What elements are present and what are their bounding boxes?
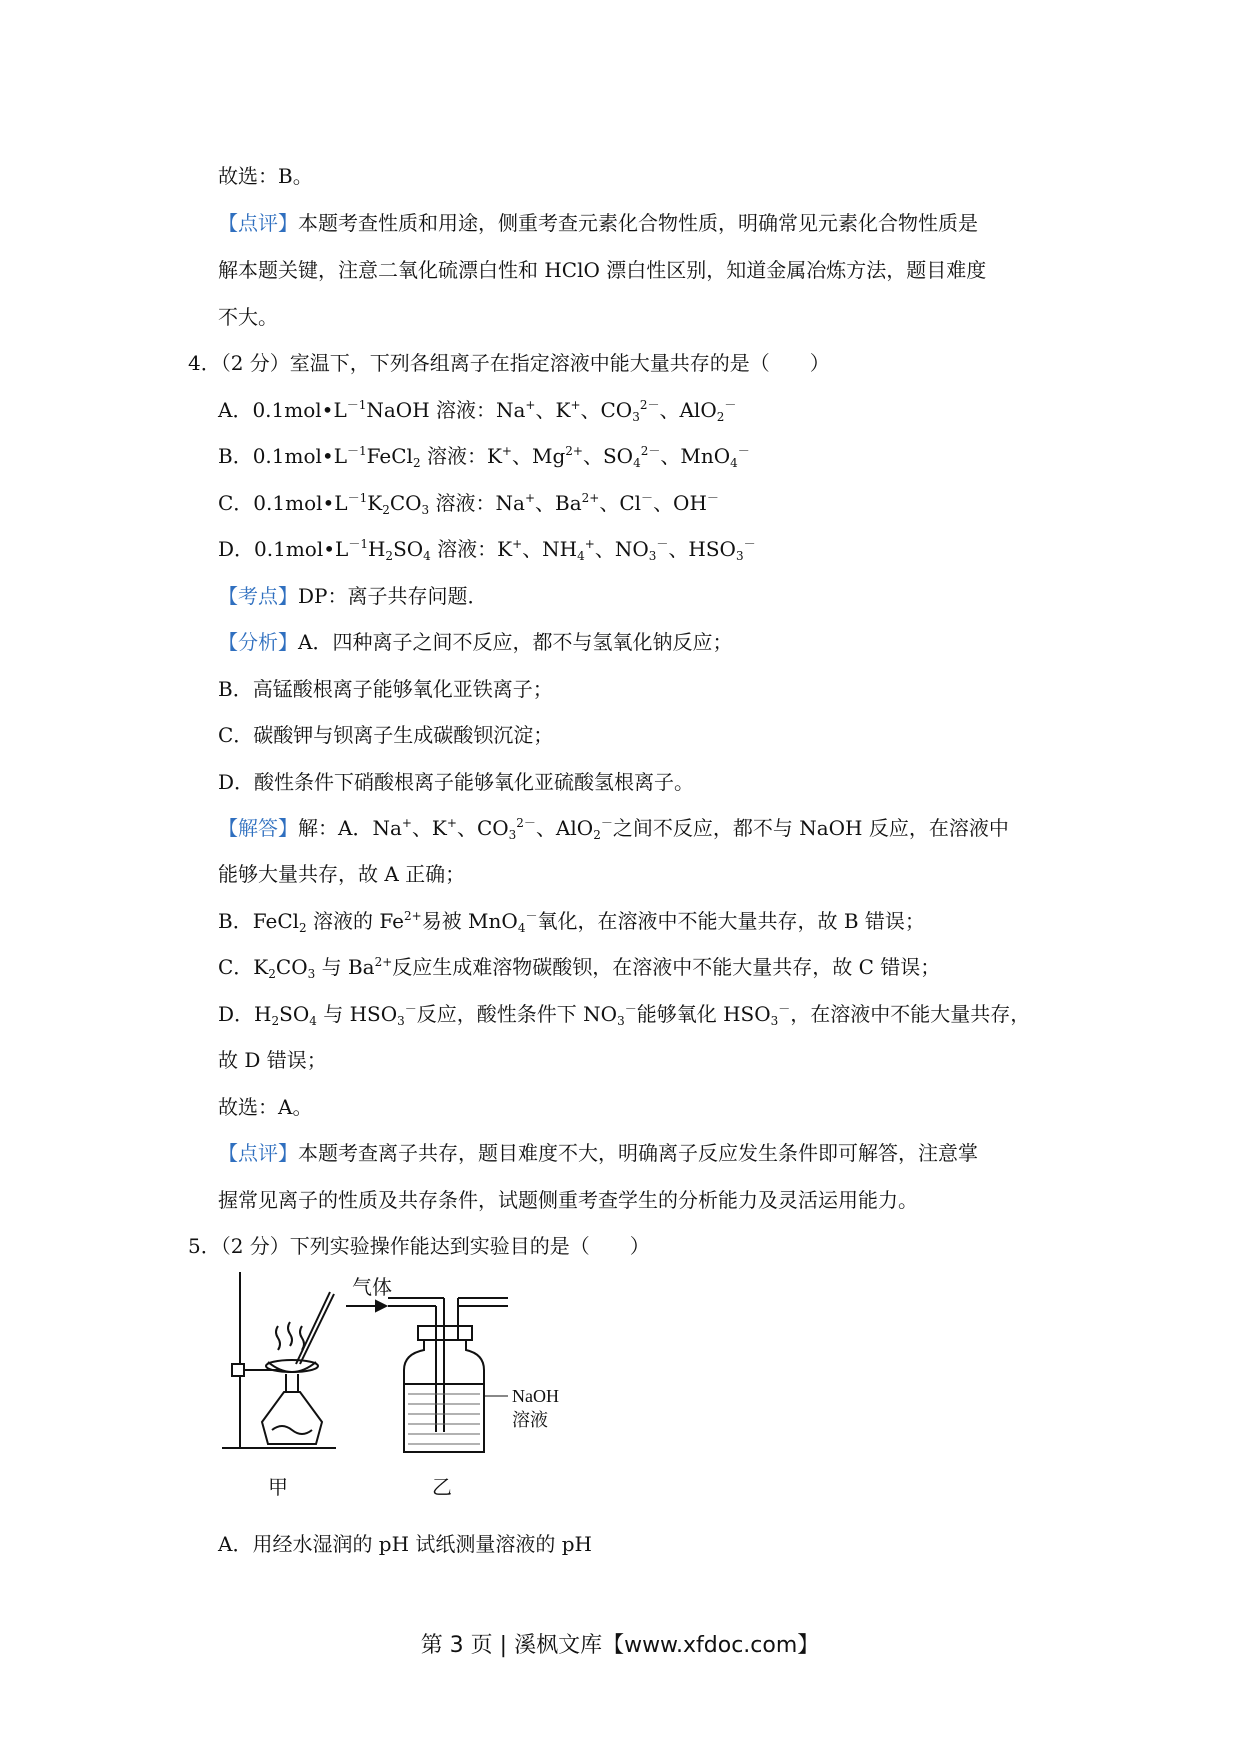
solution-label: 溶液 xyxy=(512,1410,548,1430)
text-line: 【解答】解：A．Na+、K+、$CO_3^{2-}$、AlO$_2$－之间不反应，都不与 NaOH 反应，在溶液中 xyxy=(218,816,1009,842)
question-5: 5．（2 分）下列实验操作能达到实验目的是（ ） xyxy=(188,1234,650,1258)
vapor-curl xyxy=(276,1326,280,1350)
text-line: 不大。 xyxy=(218,305,278,329)
glass-rod xyxy=(300,1294,334,1364)
text-span: 本题考查离子共存，题目难度不大，明确离子反应发生条件即可解答，注意掌 xyxy=(298,1141,978,1165)
page-footer: 第 3 页 | 溪枫文库【www.xfdoc.com】 xyxy=(420,1633,820,1658)
text-line xyxy=(218,209,978,237)
vapor-curl xyxy=(288,1322,292,1346)
option-4c: C．$0.1mol•L^{-1}K_2CO_3$ 溶液：Na+、$Ba^{2+}$、Cl－、OH－ xyxy=(218,491,719,517)
clamp-knob xyxy=(232,1364,244,1376)
text-line: 故选：B。 xyxy=(218,164,313,188)
text-line: D．$H_2SO_4$ 与 $HSO_3^-$反应，酸性条件下 $NO_3^-$能够氧化 $HSO_3^-$，在溶液中不能大量共存， xyxy=(218,1002,1031,1028)
text-line: D．酸性条件下硝酸根离子能够氧化亚硫酸氢根离子。 xyxy=(218,770,695,794)
text-line: 能够大量共存，故 A 正确； xyxy=(218,862,466,886)
text-span: 本题考查性质和用途，侧重考查元素化合物性质，明确常见元素化合物性质是 xyxy=(298,211,978,235)
lamp-liquid xyxy=(272,1426,312,1434)
question-4: 4．（2 分）室温下，下列各组离子在指定溶液中能大量共存的是（ ） xyxy=(188,351,830,375)
text-line: 解本题关键，注意二氧化硫漂白性和 HClO 漂白性区别，知道金属冶炼方法，题目难度 xyxy=(218,258,987,282)
text-line xyxy=(218,1139,978,1167)
option-5a: A．用经水湿润的 pH 试纸测量溶液的 pH xyxy=(218,1532,593,1556)
option-4d: D．$0.1mol•L^{-1}H_2SO_4$ 溶液：K+、$NH_4^+$、$NO_3^-$、$HSO_3^-$ xyxy=(218,537,756,563)
text-line: 握常见离子的性质及共存条件，试题侧重考查学生的分析能力及灵活运用能力。 xyxy=(218,1188,918,1212)
text-line: C．$K_2CO_3$ 与 $Ba^{2+}$反应生成难溶物碳酸钡，在溶液中不能大量共存，故 C 错误； xyxy=(218,955,941,981)
text-line: 故选：A。 xyxy=(218,1095,313,1119)
text-line: C．碳酸钾与钡离子生成碳酸钡沉淀； xyxy=(218,723,554,747)
option-4b: B．$0.1mol•L^{-1}FeCl_2$ 溶液：K+、$Mg^{2+}$、$SO_4^{2-}$、MnO$_4$－ xyxy=(218,444,750,470)
solution-label: NaOH xyxy=(512,1386,559,1406)
option-4a: A．$0.1mol•L^{-1}NaOH$ 溶液：Na+、K+、$CO_3^{2-}$、AlO$_2$－ xyxy=(218,398,737,424)
text-span: A．四种离子之间不反应，都不与氢氧化钠反应； xyxy=(298,630,733,654)
text-line: B．高锰酸根离子能够氧化亚铁离子； xyxy=(218,677,553,701)
comment-tag: 【点评】 xyxy=(218,211,298,235)
caption-yi: 乙 xyxy=(432,1477,452,1499)
gas-arrowhead xyxy=(376,1301,386,1311)
keypoint-tag: 【考点】 xyxy=(218,584,298,608)
comment-tag: 【点评】 xyxy=(218,1141,298,1165)
text-line xyxy=(218,628,732,656)
gas-label: 气体 xyxy=(352,1277,392,1299)
text-line: B．FeCl$_2$ 溶液的 $Fe^{2+}$易被 MnO$_4$－氧化，在溶液中不能大量共存，故 B 错误； xyxy=(218,909,925,935)
answer-tag: 【解答】 xyxy=(218,816,298,840)
text-span: DP：离子共存问题． xyxy=(298,584,488,608)
text-line: 故 D 错误； xyxy=(218,1048,327,1072)
text-line xyxy=(218,582,488,610)
apparatus-figure xyxy=(218,1262,598,1512)
alcohol-lamp xyxy=(262,1392,322,1444)
caption-jia: 甲 xyxy=(268,1477,288,1499)
analysis-tag: 【分析】 xyxy=(218,630,298,654)
